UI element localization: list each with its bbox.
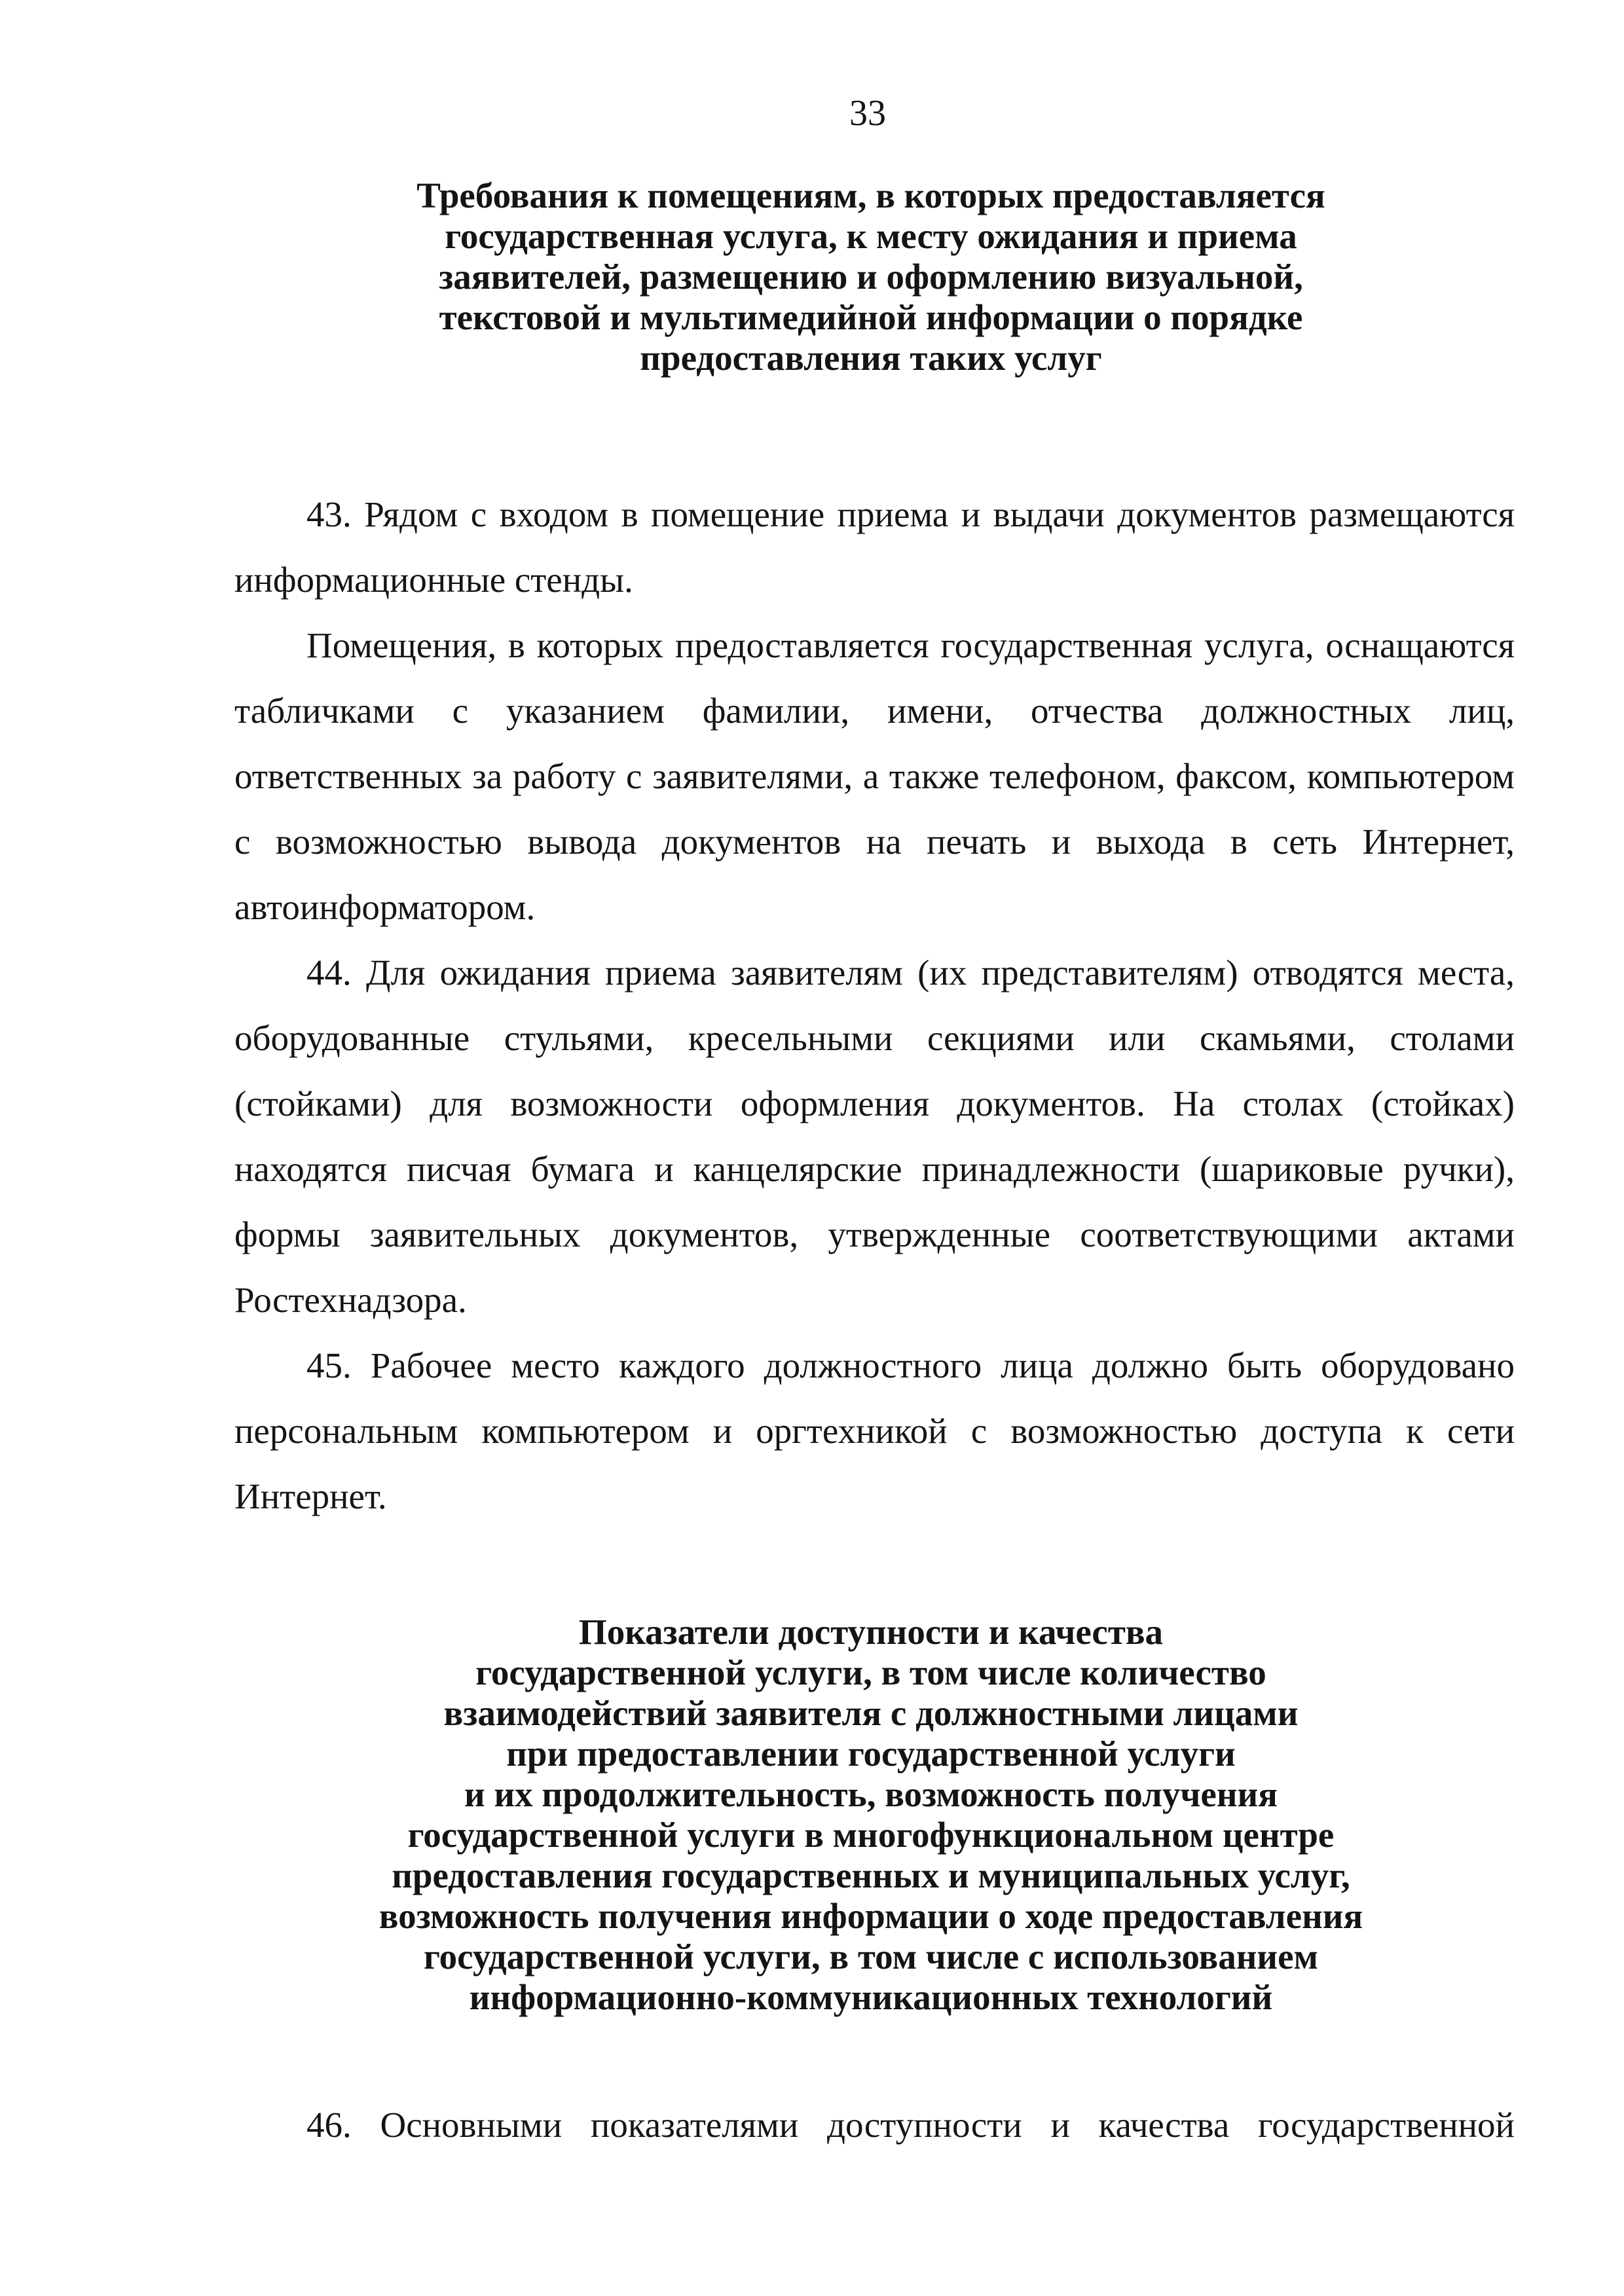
page-number: 33 [849,93,886,134]
paragraph-premises-equipment: Помещения, в которых предоставляется государственная услуга, оснащаются табличками с указанием фамилии, имени, отчества должностных лиц, ответственных за работу с заявителями, а также телефоном, факсом, компьютером с возможностью вывода документов на печать и выхода в сеть Интернет, автоинформатором. [234,625,1515,927]
heading-line: взаимодействий заявителя с должностными лицами [443,1693,1299,1733]
heading-line: информационно-коммуникационных технологий [469,1977,1273,2017]
heading-line: заявителей, размещению и оформлению визуальной, [439,257,1303,297]
heading-line: текстовой и мультимедийной информации о порядке [439,297,1303,337]
paragraph-44: 44. Для ожидания приема заявителям (их представителям) отводятся места, оборудованные стульями, кресельными секциями или скамьями, столами (стойками) для возможности оформления документов. На столах (стойках) находятся писчая бумага и канцелярские принадлежности (шариковые ручки), формы заявительных документов, утвержденные соответствующими актами Ростехнадзора. [234,953,1515,1320]
heading-line: предоставления таких услуг [640,338,1102,378]
heading-line: Показатели доступности и качества [578,1612,1164,1652]
heading-line: государственной услуги, в том числе с использованием [424,1937,1318,1977]
heading-line: государственной услуги, в том числе количество [475,1652,1266,1692]
heading-line: государственная услуга, к месту ожидания и приема [445,216,1297,256]
heading-line: Требования к помещениям, в которых предоставляется [416,175,1325,215]
section-heading-premises [0,175,1624,378]
heading-line: возможность получения информации о ходе предоставления [378,1896,1363,1936]
heading-line: государственной услуги в многофункциональном центре [407,1815,1335,1855]
paragraph-43: 43. Рядом с входом в помещение приема и выдачи документов размещаются информационные стенды. [234,494,1515,600]
paragraph-46: 46. Основными показателями доступности и качества государственной [306,2105,1515,2145]
heading-line: и их продолжительность, возможность получения [464,1774,1278,1814]
section-body-premises [234,482,1515,1529]
section-heading-accessibility [0,1612,1624,2018]
heading-line: при предоставлении государственной услуги [506,1734,1236,1774]
heading-line: предоставления государственных и муниципальных услуг, [392,1855,1350,1895]
paragraph-45: 45. Рабочее место каждого должностного лица должно быть оборудовано персональным компьютером и оргтехникой с возможностью доступа к сети Интернет. [234,1345,1515,1516]
